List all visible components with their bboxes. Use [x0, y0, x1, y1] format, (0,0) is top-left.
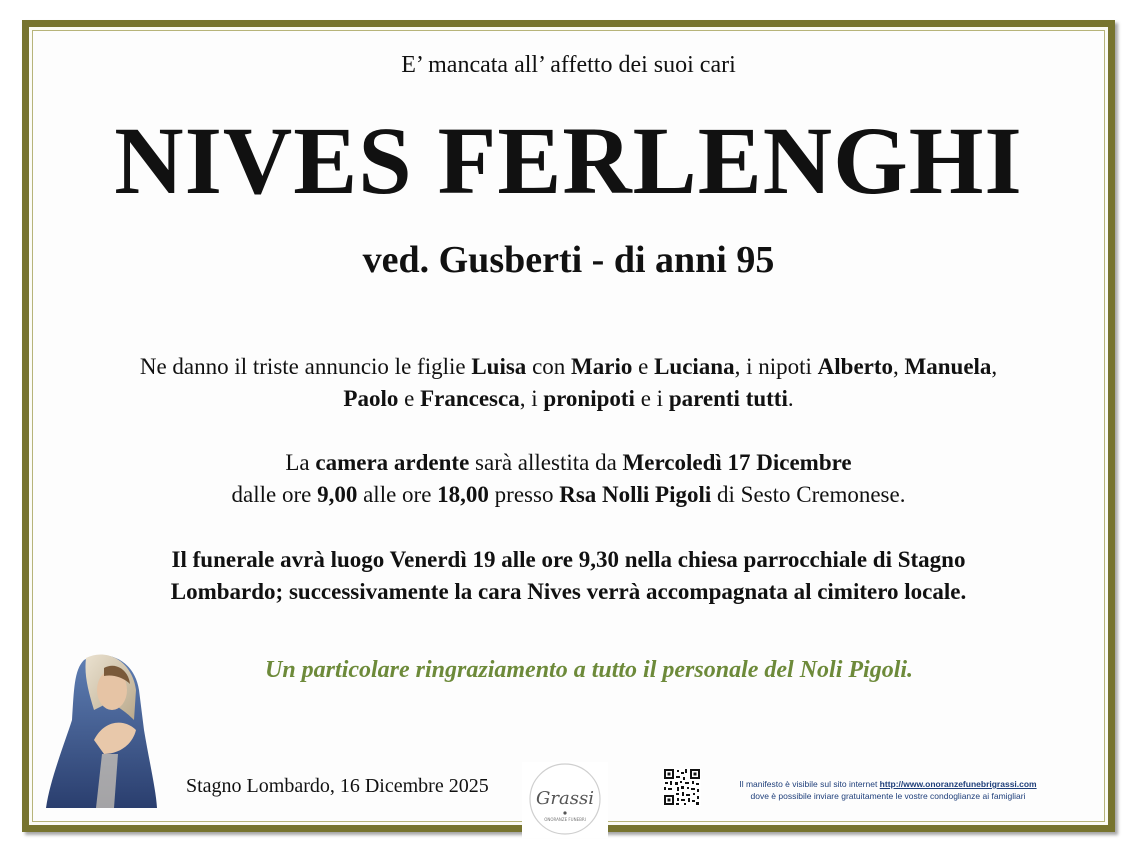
- intro-text: E’ mancata all’ affetto dei suoi cari: [401, 52, 736, 78]
- funeral-line-1: Il funerale avrà luogo Venerdì 19 alle ore 9,30 nella chiesa parrocchiale di Stagno: [171, 547, 966, 572]
- madonna-image: [44, 650, 159, 808]
- funeral-line-2: Lombardo; successivamente la cara Nives verrà accompagnata al cimitero locale.: [170, 579, 967, 604]
- place-date: Stagno Lombardo, 16 Dicembre 2025: [186, 775, 489, 797]
- viewing-paragraph: La camera ardente sarà allestita da Mercoledì 17 Dicembre dalle ore 9,00 alle ore 18,00 presso Rsa Nolli Pigoli di Sesto Cremonese.: [231, 450, 906, 507]
- website-notice: Il manifesto è visibile sul sito internet http://www.onoranzefunebrigrassi.com dove è possibile inviare gratuitamente le vostre condoglianze ai famigliari: [739, 779, 1037, 801]
- deceased-name: NIVES FERLENGHI: [114, 107, 1023, 214]
- logo-tagline: ONORANZE FUNEBRI: [544, 817, 586, 822]
- qr-code-icon[interactable]: [663, 768, 701, 806]
- announcement-paragraph: Ne danno il triste annuncio le figlie Luisa con Mario e Luciana, i nipoti Alberto, Manuela, Paolo e Francesca, i pronipoti e i parenti tutti.: [139, 354, 998, 411]
- grassi-logo: [522, 762, 608, 838]
- website-link[interactable]: http://www.onoranzefunebrigrassi.com: [879, 779, 1037, 789]
- subtitle: ved. Gusberti - di anni 95: [362, 239, 775, 281]
- thanks-text: Un particolare ringraziamento a tutto il personale del Noli Pigoli.: [265, 657, 914, 683]
- funeral-paragraph: [0, 544, 1137, 608]
- logo-name: Grassi: [536, 788, 594, 809]
